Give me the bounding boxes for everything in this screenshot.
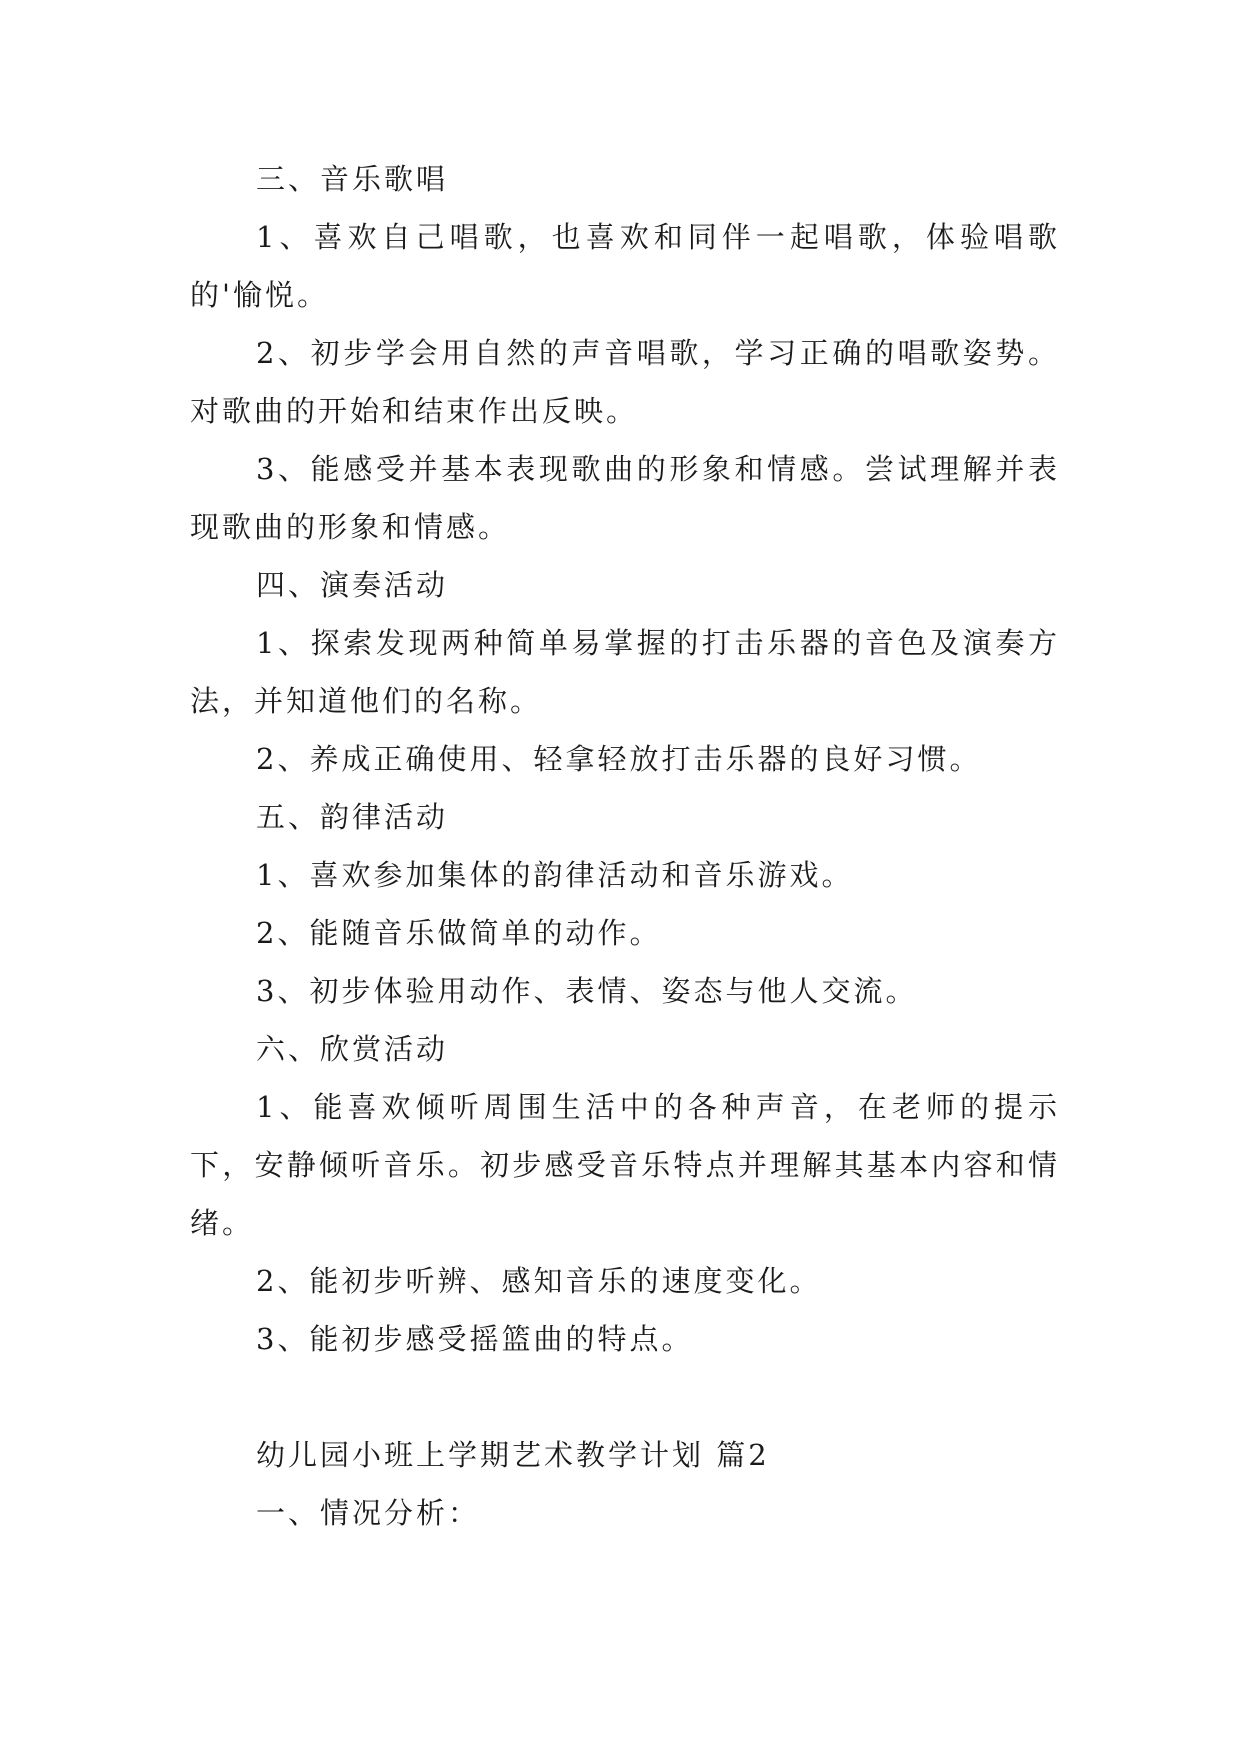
paragraph: 3、初步体验用动作、表情、姿态与他人交流。 (256, 974, 918, 1008)
paragraph: 2、能初步听辨、感知音乐的速度变化。 (256, 1264, 822, 1298)
heading-appreciation: 六、欣赏活动 (256, 1032, 449, 1066)
paragraph: 1、喜欢自己唱歌，也喜欢和同伴一起唱歌，体验唱歌的'愉悦。 (190, 220, 1060, 312)
paragraph: 2、能随音乐做简单的动作。 (256, 916, 662, 950)
paragraph: 3、能初步感受摇篮曲的特点。 (256, 1322, 694, 1356)
paragraph: 1、探索发现两种简单易掌握的打击乐器的音色及演奏方法，并知道他们的名称。 (190, 626, 1060, 718)
paragraph: 1、能喜欢倾听周围生活中的各种声音，在老师的提示下，安静倾听音乐。初步感受音乐特点并理解其基本内容和情绪。 (190, 1090, 1060, 1240)
paragraph: 2、养成正确使用、轻拿轻放打击乐器的良好习惯。 (256, 742, 982, 776)
paragraph: 2、初步学会用自然的声音唱歌，学习正确的唱歌姿势。对歌曲的开始和结束作出反映。 (190, 336, 1060, 428)
heading-rhythm: 五、韵律活动 (256, 800, 449, 834)
paragraph: 3、能感受并基本表现歌曲的形象和情感。尝试理解并表现歌曲的形象和情感。 (190, 452, 1060, 544)
section-spacer (190, 1368, 1060, 1426)
heading-music-singing: 三、音乐歌唱 (256, 162, 449, 196)
paragraph: 1、喜欢参加集体的韵律活动和音乐游戏。 (256, 858, 854, 892)
heading-performance: 四、演奏活动 (256, 568, 449, 602)
heading-situation-analysis: 一、情况分析： (256, 1496, 481, 1530)
section-title: 幼儿园小班上学期艺术教学计划 篇2 (256, 1438, 770, 1472)
document-page (190, 150, 1060, 1542)
